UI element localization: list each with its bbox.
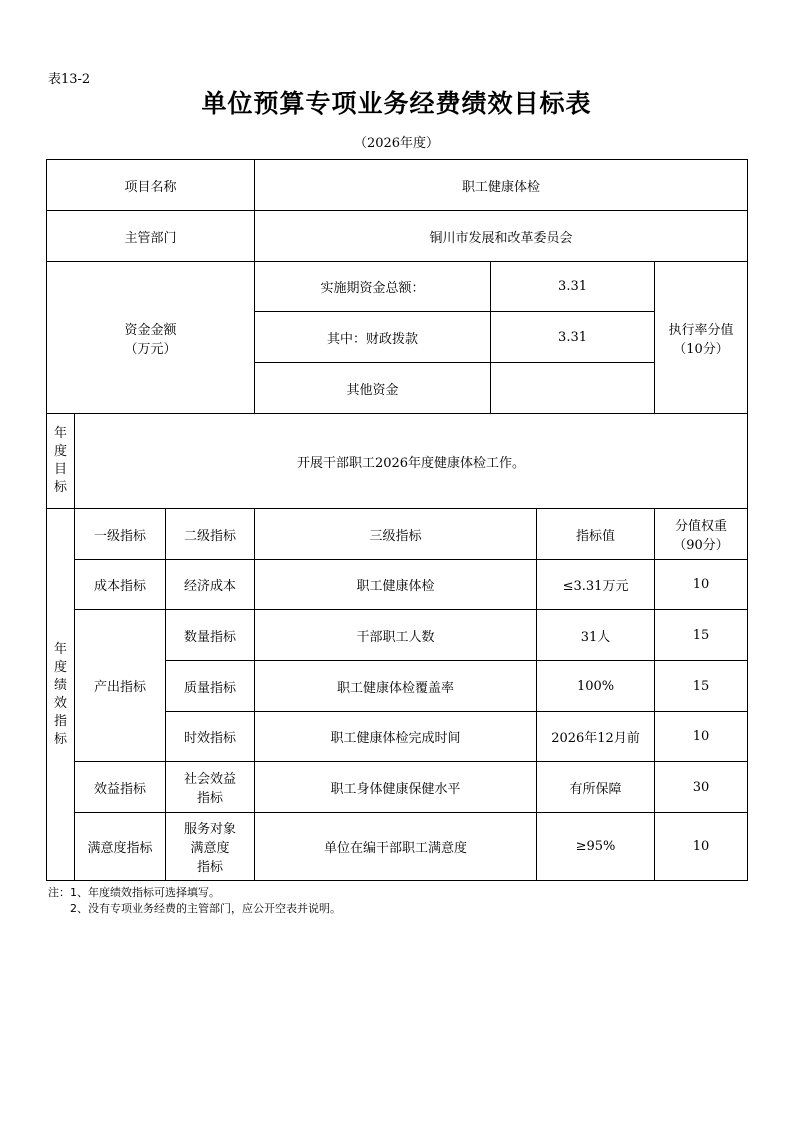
annual-goal-char: 目 [53, 462, 67, 477]
indicator-value: ≤3.31万元 [537, 560, 655, 610]
funds-total-label: 实施期资金总额： [255, 262, 491, 312]
indicator-header-row [47, 509, 748, 560]
indicator-level3: 职工健康体检覆盖率 [255, 661, 537, 712]
performance-label-char: 指 [53, 713, 67, 729]
annual-goal-char: 标 [53, 480, 67, 495]
indicator-weight: 15 [655, 661, 748, 712]
indicator-weight: 10 [655, 813, 748, 881]
performance-label-char: 绩 [53, 677, 67, 693]
indicator-level3: 职工身体健康保健水平 [255, 762, 537, 813]
funds-total-row [47, 262, 748, 312]
department-label: 主管部门 [47, 211, 255, 262]
table-number: 表13-2 [48, 72, 91, 87]
funds-fiscal-label: 其中：财政拨款 [255, 312, 491, 363]
indicator-level2: 数量指标 [166, 610, 255, 661]
indicator-level1: 满意度指标 [75, 813, 166, 881]
indicator-level1: 成本指标 [75, 560, 166, 610]
execution-rate-line2: （10分） [673, 341, 729, 357]
annual-goal-row [47, 414, 748, 509]
indicator-value: 2026年12月前 [537, 712, 655, 762]
annual-goal-char: 度 [53, 444, 67, 459]
performance-label-char: 年 [53, 641, 67, 657]
table-row [47, 610, 748, 661]
header-level3: 三级指标 [255, 509, 537, 560]
indicator-level2: 经济成本 [166, 560, 255, 610]
indicator-weight: 10 [655, 712, 748, 762]
indicator-level2 [166, 762, 255, 813]
indicator-value: 有所保障 [537, 762, 655, 813]
performance-indicator-label [47, 509, 75, 881]
fiscal-year: （2026年度） [353, 136, 440, 151]
indicator-level2: 质量指标 [166, 661, 255, 712]
indicator-level2 [166, 813, 255, 881]
performance-label-char: 标 [53, 731, 67, 747]
funds-other-value [491, 363, 655, 414]
indicator-level3: 干部职工人数 [255, 610, 537, 661]
indicator-value: 100% [537, 661, 655, 712]
indicator-weight: 10 [655, 560, 748, 610]
annual-goal-text: 开展干部职工2026年度健康体检工作。 [75, 414, 748, 509]
header-value: 指标值 [537, 509, 655, 560]
execution-rate-score [655, 262, 748, 414]
indicator-value: 31人 [537, 610, 655, 661]
indicator-level2-line: 满意度 [190, 841, 230, 856]
table-row [47, 560, 748, 610]
project-name-row [47, 160, 748, 211]
funds-fiscal-value: 3.31 [491, 312, 655, 363]
indicator-level1: 产出指标 [75, 610, 166, 762]
indicator-level1: 效益指标 [75, 762, 166, 813]
header-level2: 二级指标 [166, 509, 255, 560]
footnote-2: 2、没有专项业务经费的主管部门，应公开空表并说明。 [70, 902, 341, 915]
funds-label-line1: 资金金额 [124, 322, 177, 338]
header-weight-line2: （90分） [673, 538, 729, 553]
footnotes [48, 885, 341, 917]
annual-goal-char: 年 [53, 426, 67, 441]
indicator-level3: 职工健康体检完成时间 [255, 712, 537, 762]
indicator-level3: 职工健康体检 [255, 560, 537, 610]
indicator-weight: 30 [655, 762, 748, 813]
performance-label-char: 效 [53, 695, 67, 711]
funds-label-line2: （万元） [124, 341, 177, 357]
department-value: 铜川市发展和改革委员会 [255, 211, 748, 262]
footnote-1: 注：1、年度绩效指标可选择填写。 [48, 886, 220, 899]
indicator-value: ≥95% [537, 813, 655, 881]
indicator-level2-line: 服务对象 [184, 822, 237, 837]
page-title: 单位预算专项业务经费绩效目标表 [201, 89, 592, 118]
indicator-level3: 单位在编干部职工满意度 [255, 813, 537, 881]
indicator-weight: 15 [655, 610, 748, 661]
table-row [47, 762, 748, 813]
header-weight [655, 509, 748, 560]
department-row [47, 211, 748, 262]
performance-goal-table [46, 159, 748, 881]
funds-total-value: 3.31 [491, 262, 655, 312]
indicator-level2-line: 指标 [197, 791, 224, 806]
performance-label-char: 度 [53, 659, 67, 675]
annual-goal-label [47, 414, 75, 509]
execution-rate-line1: 执行率分值 [668, 322, 734, 338]
funds-other-label: 其他资金 [255, 363, 491, 414]
header-level1: 一级指标 [75, 509, 166, 560]
indicator-level2-line: 社会效益 [184, 772, 237, 787]
funds-label [47, 262, 255, 414]
table-row [47, 813, 748, 881]
header-weight-line1: 分值权重 [675, 519, 728, 534]
project-name-label: 项目名称 [47, 160, 255, 211]
indicator-level2: 时效指标 [166, 712, 255, 762]
indicator-level2-line: 指标 [197, 860, 224, 875]
project-name-value: 职工健康体检 [255, 160, 748, 211]
